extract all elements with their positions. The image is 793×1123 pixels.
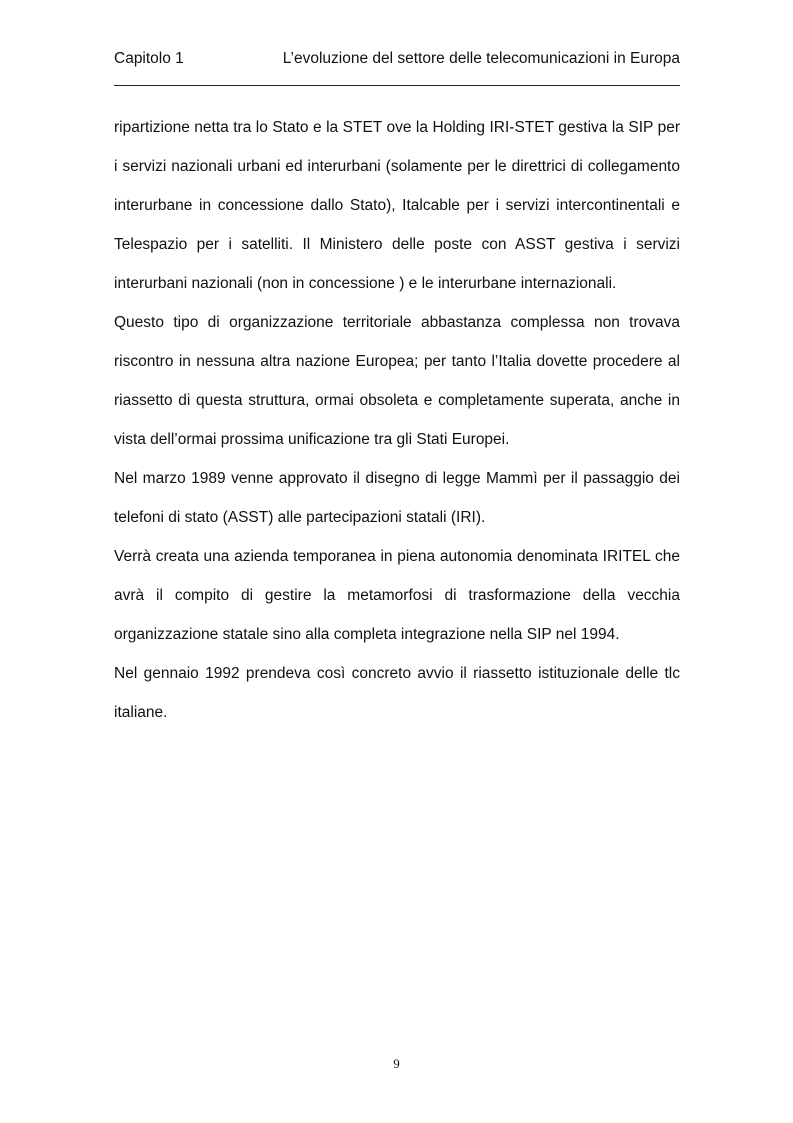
paragraph: Questo tipo di organizzazione territoriale abbastanza complessa non trovava riscontro in nessuna altra nazione Europea; per tanto l’Italia dovette procedere al riassetto di questa struttura, ormai obsoleta e completamente superata, anche in vista dell’ormai prossima unificazione tra gli Stati Europei.: [114, 314, 680, 448]
paragraph: Nel gennaio 1992 prendeva così concreto avvio il riassetto istituzionale delle tlc italiane.: [114, 665, 680, 721]
paragraph: ripartizione netta tra lo Stato e la STET ove la Holding IRI-STET gestiva la SIP per i servizi nazionali urbani ed interurbani (solamente per le direttrici di collegamento interurbane in concessione dallo Stato), Italcable per i servizi intercontinentali e Telespazio per i satelliti. Il Ministero delle poste con ASST gestiva i servizi interurbani nazionali (non in concessione ) e le interurbane internazionali.: [114, 119, 680, 292]
paragraph: Verrà creata una azienda temporanea in piena autonomia denominata IRITEL che avrà il compito di gestire la metamorfosi di trasformazione della vecchia organizzazione statale sino alla completa integrazione nella SIP nel 1994.: [114, 548, 680, 643]
chapter-title: L’evoluzione del settore delle telecomunicazioni in Europa: [282, 50, 680, 67]
paragraph: Nel marzo 1989 venne approvato il disegno di legge Mammì per il passaggio dei telefoni di stato (ASST) alle partecipazioni statali (IRI).: [114, 470, 680, 526]
body-text: [114, 108, 680, 732]
header-rule: [114, 85, 680, 86]
page-number: 9: [393, 1056, 400, 1071]
running-header: [114, 50, 680, 68]
chapter-label: Capitolo 1: [114, 50, 184, 67]
